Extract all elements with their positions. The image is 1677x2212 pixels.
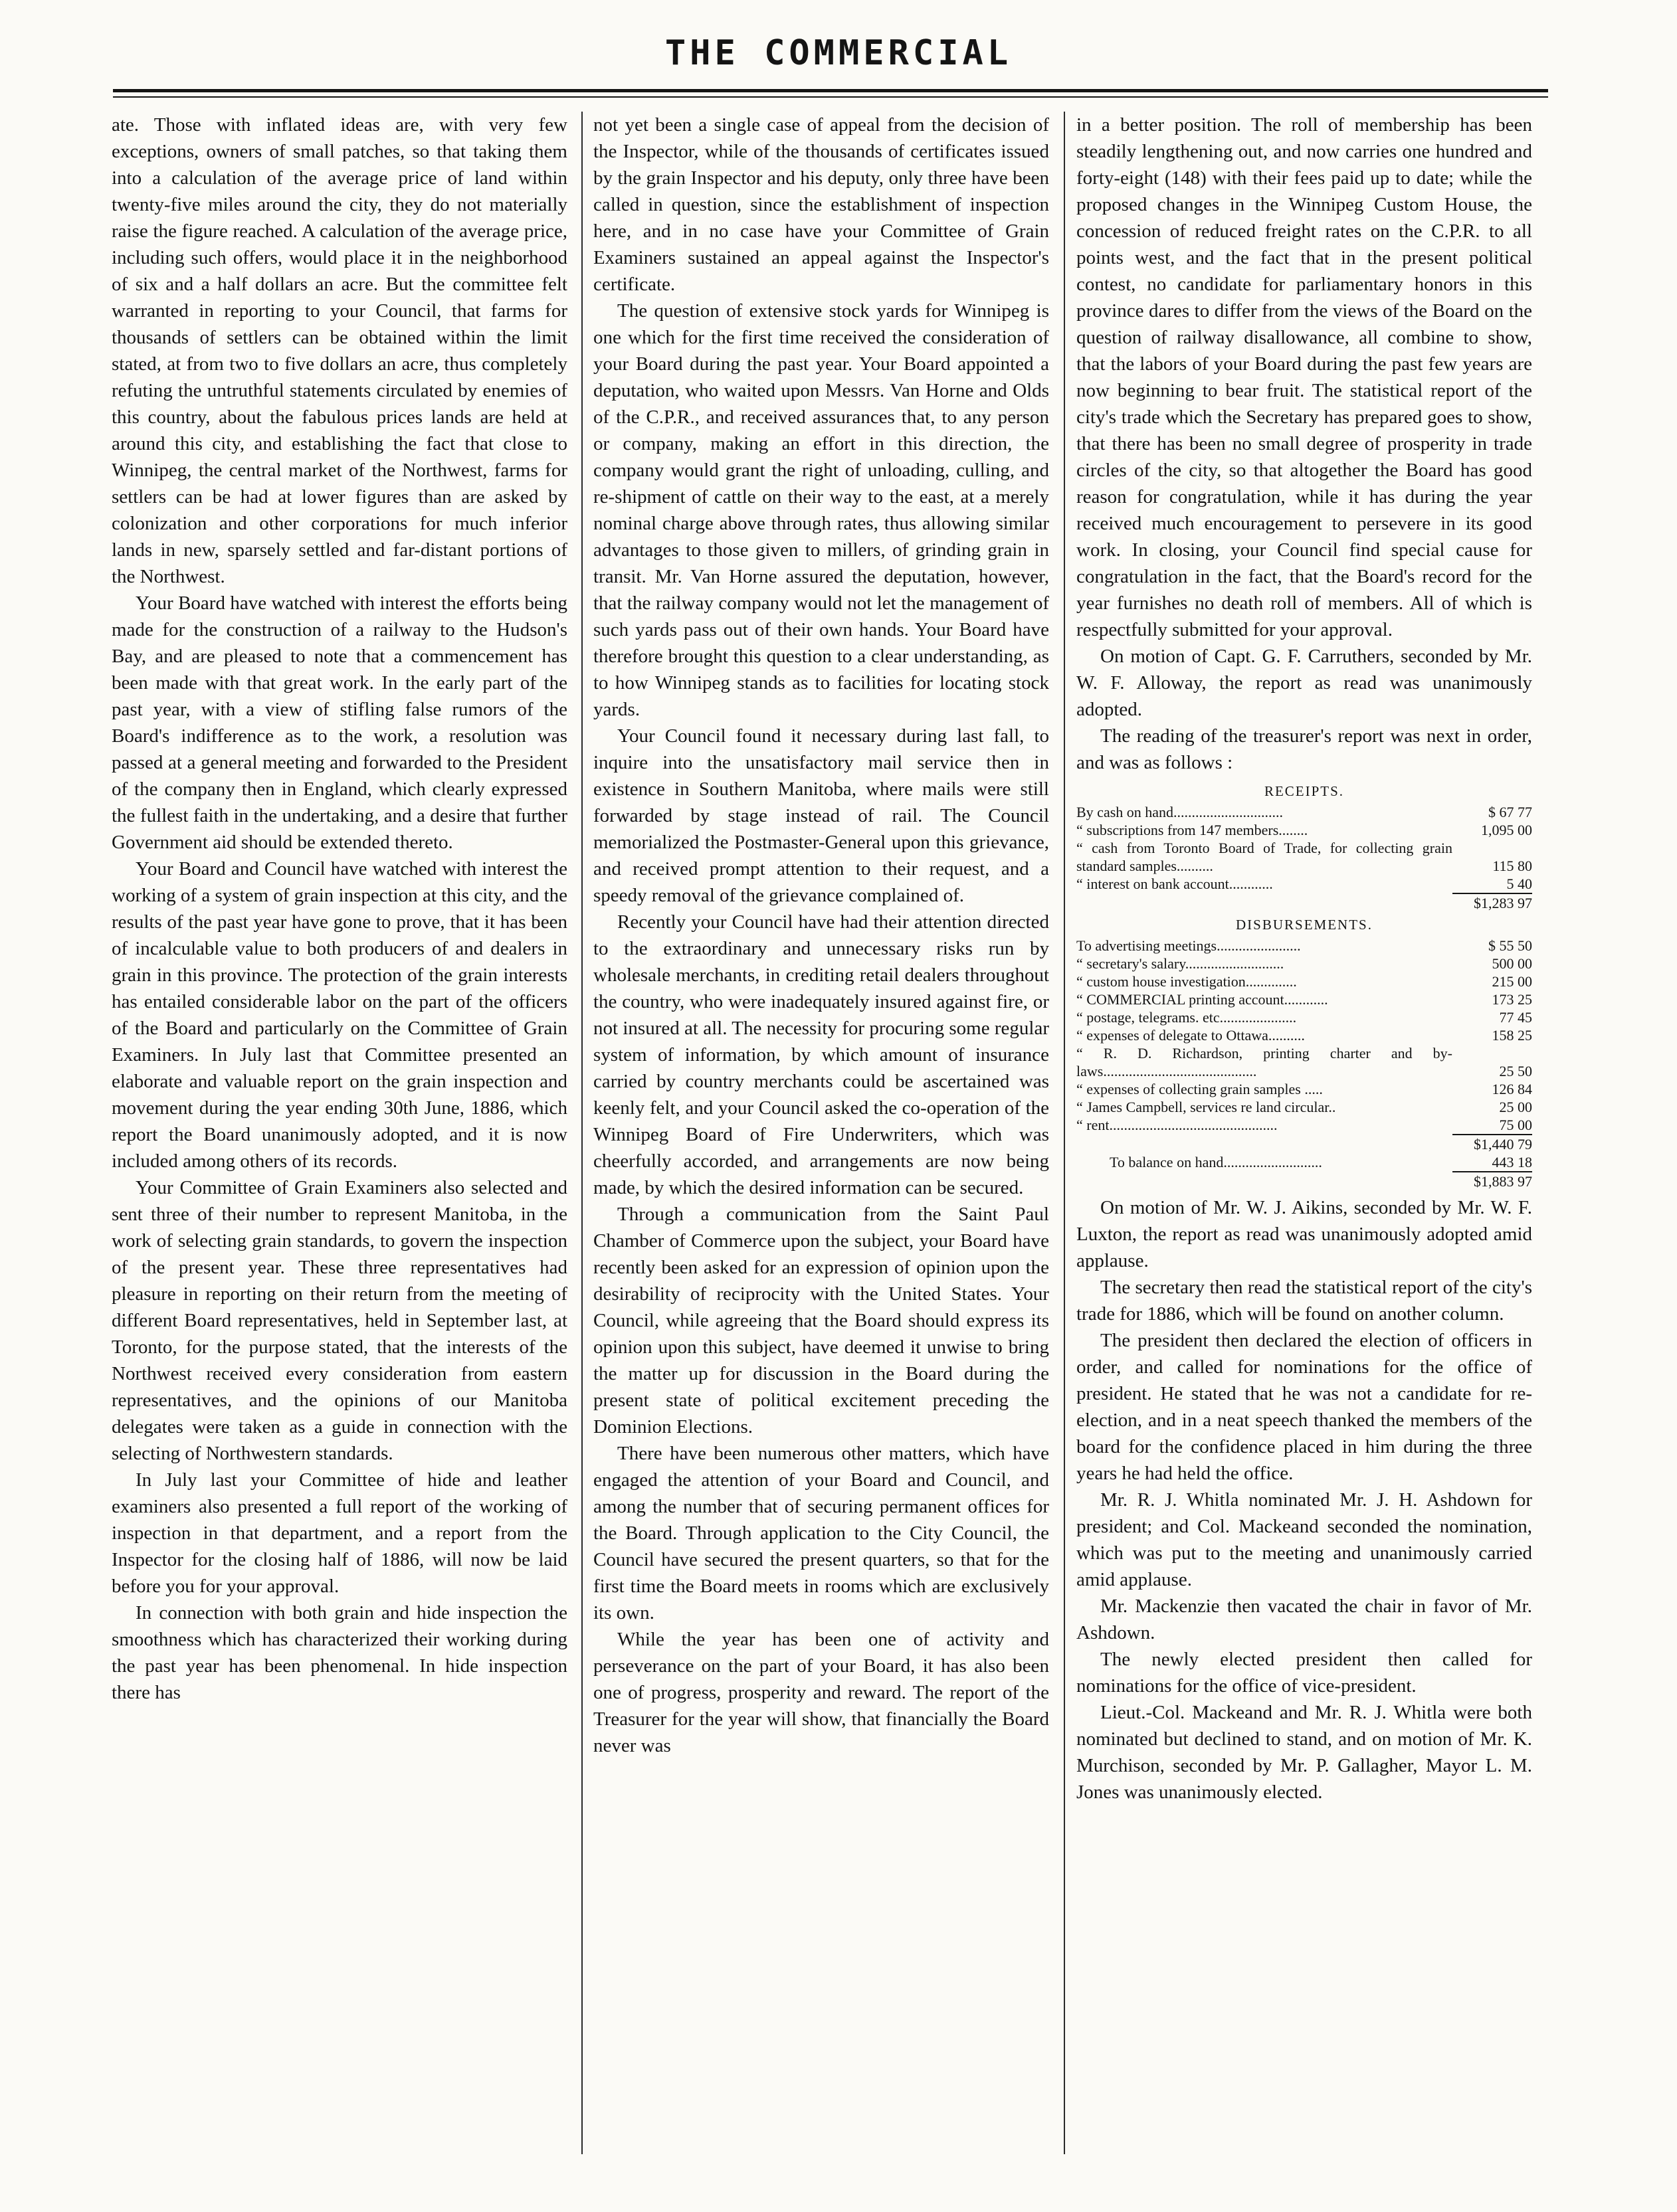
masthead: THE COMMERCIAL — [664, 33, 1013, 73]
receipts-heading: RECEIPTS. — [1264, 783, 1345, 799]
paragraph: ate. Those with inflated ideas are, with very few exceptions, owners of small patches, so that taking them into a calculation of the average price of land within twenty-five miles around the city, they do not materially raise the figure reached. A calculation of the average price, including such offers, would place it in the neighborhood of six and a half dollars an acre. But the committee felt warranted in reporting to your Council, that farms for thousands of settlers can be obtained within the limit stated, at from two to five dollars an acre, thus completely refuting the untruthful statements circulated by enemies of this country, about the fabulous prices lands are held at around this city, and establishing the fact that close to Winnipeg, the central market of the Northwest, farms for settlers can be had at lower figures than are asked by colonization and other corporations for much inferior lands in new, sparsely settled and far-distant portions of the Northwest. — [112, 114, 567, 587]
disbursement-amount: 126 84 — [1492, 1081, 1532, 1097]
receipt-row — [1076, 803, 1532, 821]
receipt-row — [1076, 839, 1532, 875]
disbursement-row — [1076, 955, 1532, 972]
balance-label: To balance on hand........................... — [1110, 1154, 1322, 1170]
column-divider — [1064, 112, 1065, 2154]
receipt-label: “ cash from Toronto Board of Trade, for collecting grain standard samples.......... — [1076, 840, 1452, 874]
receipt-row — [1076, 875, 1532, 893]
paragraph: There have been numerous other matters, which have engaged the attention of your Board and Council, and among the number that of securing permanent offices for the Board. Through application to the City Council, the Council have secured the present quarters, so that for the first time the Board meets in rooms which are exclusively its own. — [593, 1443, 1049, 1623]
column-2 — [593, 112, 1049, 2158]
receipt-amount: 5 40 — [1506, 876, 1532, 892]
paragraph: In July last your Committee of hide and leather examiners also presented a full report of the working of inspection in that department, and a report from the Inspector for the closing half of 1886, will now be laid before you for your approval. — [112, 1469, 567, 1597]
disbursement-amount: 77 45 — [1499, 1009, 1532, 1026]
paragraph: Mr. R. J. Whitla nominated Mr. J. H. Ashdown for president; and Col. Mackeand seconded the nomination, which was put to the meeting and unanimously carried amid applause. — [1076, 1489, 1532, 1590]
disbursement-row — [1076, 1080, 1532, 1098]
disbursements-total-amount: $1,883 97 — [1452, 1171, 1532, 1190]
paragraph: Your Council found it necessary during last fall, to inquire into the unsatisfactory mail service then in existence in Southern Manitoba, where mails were still forwarded by stage instead of rail. The Council memorialized the Postmaster-General upon this grievance, and received prompt attention to their request, and a speedy removal of the grievance complained of. — [593, 725, 1049, 906]
treasurer-account — [1076, 783, 1532, 1190]
balance-amount: 443 18 — [1492, 1154, 1532, 1170]
paragraph: Your Board have watched with interest the efforts being made for the construction of a railway to the Hudson's Bay, and are pleased to note that a commencement has been made with that great work. In the early part of the past year, with a view of stifling false rumors of the Board's indifference as to the work, a resolution was passed at a general meeting and forwarded to the President of the company then in England, which clearly expressed the fullest faith in the undertaking, and a desire that further Government aid should be extended thereto. — [112, 593, 567, 853]
paragraph: The question of extensive stock yards for Winnipeg is one which for the first time received the consideration of your Board during the past year. Your Board appointed a deputation, who waited upon Messrs. Van Horne and Olds of the C.P.R., and received assurances that, to any person or company, making an effort in this direction, the company would grant the right of unloading, culling, and re-shipment of cattle on their way to the east, at a merely nominal charge above through rates, thus allowing similar advantages to those given to millers, of grinding grain in transit. Mr. Van Horne assured the deputation, however, that the railway company would not let the management of such yards pass out of their own hands. Your Board have therefore brought this question to a clear understanding, as to how Winnipeg stands as to facilities for locating stock yards. — [593, 300, 1049, 720]
disbursement-amount: $ 55 50 — [1488, 937, 1532, 954]
disbursement-amount: 158 25 — [1492, 1027, 1532, 1044]
receipt-amount: $ 67 77 — [1488, 804, 1532, 820]
disbursement-label: “ secretary's salary........................... — [1076, 955, 1284, 972]
disbursement-amount: 173 25 — [1492, 991, 1532, 1008]
receipt-amount: 1,095 00 — [1481, 822, 1532, 838]
disbursement-row — [1076, 972, 1532, 990]
paragraph: in a better position. The roll of membership has been steadily lengthening out, and now carries one hundred and forty-eight (148) with their fees paid up to date; while the proposed changes in the Winnipeg Custom House, the concession of reduced freight rates on the C.P.R. to all points west, and the fact that in the present political contest, no candidate for parliamentary honors in this province dares to differ from the views of the Board on the question of railway disallowance, all combine to show, that the labors of your Board during the past few years are now beginning to bear fruit. The statistical report of the city's trade which the Secretary has prepared goes to show, that there has been no small degree of prosperity in trade circles of the city, so that altogether the Board has good reason for congratulation, while it has during the year received much encouragement to persevere in its good work. In closing, your Council find special cause for congratulation in the fact, that the Board's record for the year furnishes no death roll of members. All of which is respectfully submitted for your approval. — [1076, 114, 1532, 640]
paragraph: The secretary then read the statistical report of the city's trade for 1886, which will be found on another column. — [1076, 1277, 1532, 1325]
paragraph: Recently your Council have had their attention directed to the extraordinary and unnecessary risks run by wholesale merchants, in crediting retail dealers throughout the country, who were inadequately insured against fire, or not insured at all. The necessity for procuring some regular system of information, by which amount of insurance carried by country merchants could be ascertained was keenly felt, and your Council asked the co-operation of the Winnipeg Board of Fire Underwriters, which was cheerfully accorded, and arrangements are now being made, by which the desired information can be secured. — [593, 911, 1049, 1198]
column-divider — [581, 112, 583, 2154]
disbursement-row — [1076, 937, 1532, 955]
receipt-amount: 115 80 — [1492, 858, 1532, 874]
balance-row — [1076, 1153, 1532, 1171]
column-1 — [112, 112, 567, 2158]
paragraph: Your Board and Council have watched with interest the working of a system of grain inspection at this city, and the results of the past year have gone to prove, that it has been of incalculable value to both producers of and dealers in grain in this province. The protection of the grain interests has entailed considerable labor on the part of the officers of the Board and particularly on the Committee of Grain Examiners. In July last that Committee presented an elaborate and valuable report on the grain inspection and movement during the year ending 30th June, 1886, which report the Board unanimously adopted, and it is now included among others of its records. — [112, 858, 567, 1172]
paragraph: Your Committee of Grain Examiners also selected and sent three of their number to represent Manitoba, in the work of selecting grain standards, to govern the inspection of the present year. These three representatives had pleasure in reporting on their return from the meeting of different Board representatives, held in September last, at Toronto, for the purpose stated, that the interests of the Northwest received every consideration from eastern representatives, and the opinions of our Manitoba delegates were taken as a guide in connection with the selecting of Northwestern standards. — [112, 1177, 567, 1464]
paragraph: Lieut.-Col. Mackeand and Mr. R. J. Whitla were both nominated but declined to stand, and on motion of Mr. K. Murchison, seconded by Mr. P. Gallagher, Mayor L. M. Jones was unanimously elected. — [1076, 1702, 1532, 1803]
disbursement-row — [1076, 1026, 1532, 1044]
paragraph: In connection with both grain and hide inspection the smoothness which has characterized their working during the past year has been phenomenal. In hide inspection there has — [112, 1602, 567, 1703]
disbursement-label: “ James Campbell, services re land circular.. — [1076, 1099, 1336, 1115]
receipt-label: By cash on hand.............................. — [1076, 804, 1284, 820]
disbursement-row — [1076, 990, 1532, 1008]
paragraph: The newly elected president then called for nominations for the office of vice-president. — [1076, 1649, 1532, 1697]
disbursement-label: “ expenses of collecting grain samples ..... — [1076, 1081, 1323, 1097]
disbursement-label: “ R. D. Richardson, printing charter and by-laws.......................................... — [1076, 1045, 1452, 1079]
disbursement-label: “ expenses of delegate to Ottawa.......... — [1076, 1027, 1305, 1044]
paragraph: Through a communication from the Saint Paul Chamber of Commerce upon the subject, your Board have recently been asked for an expression of opinion upon the desirability of reciprocity with the United States. Your Council, while agreeing that the Board should express its opinion upon this subject, have deemed it unwise to bring the matter up for discussion in the Board during the present state of political excitement preceding the Dominion Elections. — [593, 1204, 1049, 1437]
disbursement-row — [1076, 1008, 1532, 1026]
receipts-total-amount: $1,283 97 — [1452, 893, 1532, 912]
paragraph: Mr. Mackenzie then vacated the chair in favor of Mr. Ashdown. — [1076, 1596, 1532, 1643]
paragraph: While the year has been one of activity and perseverance on the part of your Board, it has also been one of progress, prosperity and reward. The report of the Treasurer for the year will show, that financially the Board never was — [593, 1629, 1049, 1756]
disbursement-amount: 25 50 — [1499, 1063, 1532, 1079]
receipts-total — [1076, 893, 1532, 912]
paragraph: The reading of the treasurer's report was next in order, and was as follows : — [1076, 725, 1532, 773]
paragraph: The president then declared the election of officers in order, and called for nominations for the office of president. He stated that he was not a candidate for re-election, and in a neat speech thanked the members of the board for the confidence placed in him during the three years he had held the office. — [1076, 1330, 1532, 1484]
disbursement-row — [1076, 1116, 1532, 1134]
paragraph: On motion of Mr. W. J. Aikins, seconded by Mr. W. F. Luxton, the report as read was unanimously adopted amid applause. — [1076, 1197, 1532, 1271]
receipt-label: “ interest on bank account............ — [1076, 876, 1273, 892]
disbursement-label: To advertising meetings....................... — [1076, 937, 1301, 954]
disbursement-label: “ custom house investigation.............. — [1076, 973, 1297, 990]
disbursement-amount: 25 00 — [1499, 1099, 1532, 1115]
paragraph: On motion of Capt. G. F. Carruthers, seconded by Mr. W. F. Alloway, the report as read was unanimously adopted. — [1076, 646, 1532, 720]
masthead-rule-thin — [113, 96, 1548, 98]
masthead-rule — [113, 89, 1548, 92]
disbursement-label: “ postage, telegrams. etc..................... — [1076, 1009, 1297, 1026]
disbursements-heading: DISBURSEMENTS. — [1236, 917, 1373, 933]
disbursement-amount: 75 00 — [1499, 1117, 1532, 1133]
disbursement-label: “ rent.............................................. — [1076, 1117, 1278, 1133]
disbursement-row — [1076, 1044, 1532, 1080]
disbursements-total — [1076, 1171, 1532, 1190]
receipt-label: “ subscriptions from 147 members........ — [1076, 822, 1308, 838]
disbursement-label: “ COMMERCIAL printing account............ — [1076, 991, 1328, 1008]
receipt-row — [1076, 821, 1532, 839]
disbursements-subtotal — [1076, 1134, 1532, 1153]
paragraph: not yet been a single case of appeal from the decision of the Inspector, while of the thousands of certificates issued by the grain Inspector and his deputy, only three have been called in question, since the establishment of inspection here, and in no case have your Committee of Grain Examiners sustained an appeal against the Inspector's certificate. — [593, 114, 1049, 295]
disbursements-subtotal-amount: $1,440 79 — [1452, 1134, 1532, 1153]
column-3 — [1076, 112, 1532, 2158]
disbursement-amount: 500 00 — [1492, 955, 1532, 972]
disbursement-amount: 215 00 — [1492, 973, 1532, 990]
disbursement-row — [1076, 1098, 1532, 1116]
